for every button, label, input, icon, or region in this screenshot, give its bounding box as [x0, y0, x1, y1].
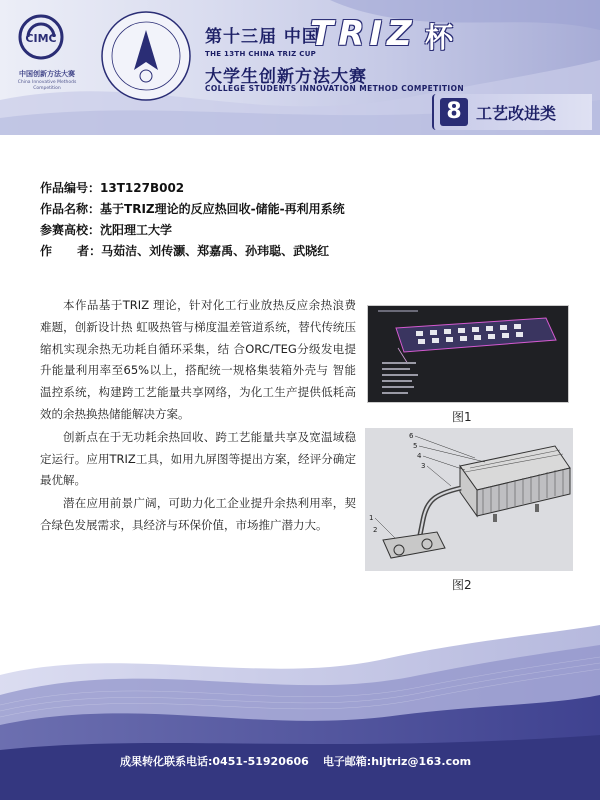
footer-phone: 成果转化联系电话:0451-51920606 [120, 755, 309, 768]
title-english-1: THE 13TH CHINA TRIZ CUP [205, 50, 317, 58]
competition-seal [98, 8, 194, 104]
svg-text:1: 1 [369, 514, 374, 522]
title-edition: 第十三届 中国 [205, 27, 320, 47]
paragraph-overview: 本作品基于TRIZ 理论，针对化工行业放热反应余热浪费难题，创新设计热 虹吸热管与梯度温差管道系统，替代传统压缩机实现余热无功耗自循环采集，结 合ORC/TEG分级发电提升能量利用率至65%以上，搭配统一规格集装箱外壳与 智能温控系统，构建跨工艺能量共享网络，为化工生产提供低耗高效的余热换热储能解决方案。 [40, 298, 356, 421]
svg-text:5: 5 [413, 442, 418, 450]
figure-2-caption: 图2 [452, 578, 472, 592]
logo-mark-text: CIMC [25, 32, 57, 45]
category-label: 工艺改进类 [476, 104, 557, 123]
meta-name-value: 基于TRIZ理论的反应热回收-储能-再利用系统 [100, 202, 345, 216]
header-banner [0, 0, 600, 135]
figure-1-image [367, 305, 569, 403]
meta-id-label: 作品编号： [40, 181, 101, 195]
footer-wave-decoration [0, 615, 600, 800]
paragraph-application: 潜在应用前景广阔，可助力化工企业提升余热利用率，契合绿色发展需求，具经济与环保价值，市场推广潜力大。 [40, 496, 356, 532]
figure-2-image [365, 428, 573, 571]
meta-authors-row [40, 241, 580, 262]
meta-authors-value: 马茹洁、刘传灏、郑嘉禹、孙玮聪、武晓红 [101, 244, 330, 258]
meta-id-value: 13T127B002 [100, 181, 185, 195]
figure-1-drawing [368, 306, 569, 403]
meta-authors-label: 作 者： [40, 244, 102, 258]
meta-school-label: 参赛高校： [40, 223, 101, 237]
figure-1-caption: 图1 [452, 410, 472, 424]
footer-contact [120, 753, 590, 769]
meta-school-row [40, 220, 580, 241]
figure-2-drawing [365, 428, 573, 571]
cimc-logo [18, 14, 64, 60]
svg-text:2: 2 [373, 526, 378, 534]
title-competition: 大学生创新方法大赛 [205, 67, 367, 87]
logo-caption-en: China Innovative Methods Competition [17, 80, 77, 91]
meta-school-value: 沈阳理工大学 [100, 223, 173, 237]
project-description [40, 295, 356, 538]
meta-name-row [40, 199, 580, 220]
category-tag [432, 94, 592, 130]
category-number: 8 [440, 98, 468, 126]
paragraph-innovation: 创新点在于无功耗余热回收、跨工艺能量共享及宽温域稳定运行。应用TRIZ工具，如用九屏图等提出方案，经评分确定最优解。 [40, 429, 356, 488]
svg-text:4: 4 [417, 452, 422, 460]
footer-email: 电子邮箱:hljtriz@163.com [322, 755, 472, 768]
project-meta [40, 178, 580, 262]
logo-caption-cn: 中国创新方法大赛 [19, 70, 75, 78]
footer-banner [0, 615, 600, 800]
title-triz: TRIZ [310, 14, 417, 54]
svg-text:3: 3 [421, 462, 426, 470]
title-english-2: COLLEGE STUDENTS INNOVATION METHOD COMPETITION [205, 84, 465, 93]
title-cup: 杯 [425, 21, 454, 54]
meta-id-row [40, 178, 580, 199]
meta-name-label: 作品名称： [40, 202, 101, 216]
svg-text:6: 6 [409, 432, 414, 440]
